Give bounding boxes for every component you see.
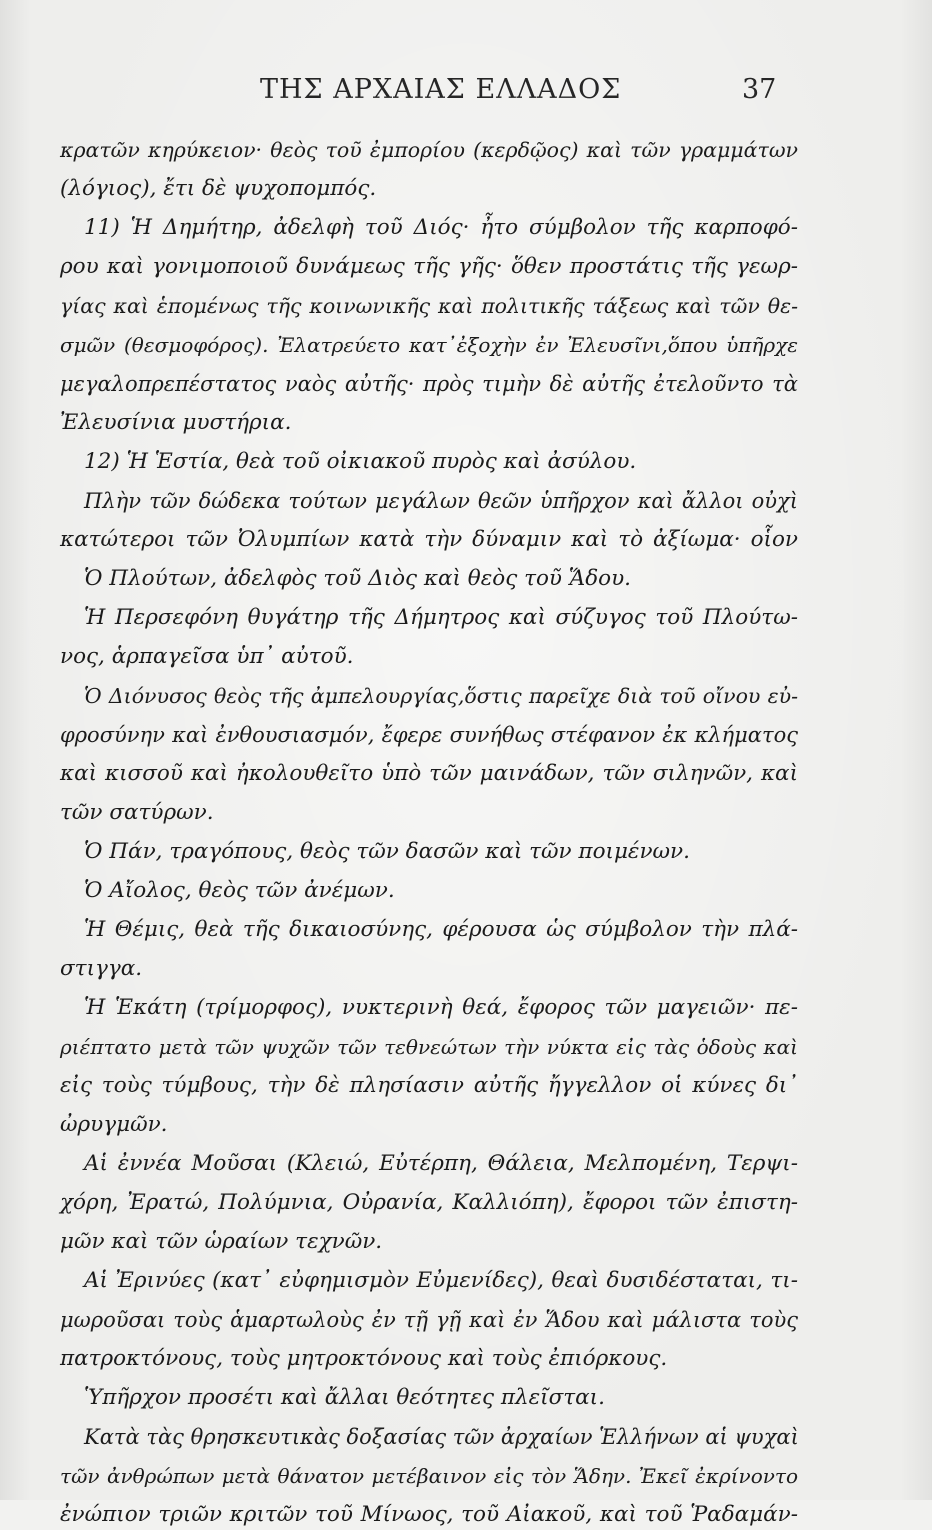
text-line: Ἡ Περσεφόνη θυγάτηρ τῆς Δήμητρος καὶ σύζυγος τοῦ Πλούτω- — [84, 605, 798, 630]
text-line: Αἱ ἐννέα Μοῦσαι (Κλειώ, Εὐτέρπη, Θάλεια, Μελπομένη, Τερψι- — [84, 1151, 798, 1176]
text-line: σμῶν (θεσμοφόρος). Ἐλατρεύετο κατ᾿ἐξοχὴν ἐν Ἐλευσῖνι,ὅπου ὑπῆρχε — [60, 333, 798, 357]
text-line: μῶν καὶ τῶν ὡραίων τεχνῶν. — [60, 1229, 383, 1254]
text-line: καὶ κισσοῦ καὶ ἠκολουθεῖτο ὑπὸ τῶν μαινάδων, τῶν σιληνῶν, καὶ — [60, 761, 798, 786]
text-line: ὠρυγμῶν. — [60, 1112, 168, 1137]
text-line: Ἡ Ἑκάτη (τρίμορφος), νυκτερινὴ θεά, ἔφορος τῶν μαγειῶν· πε- — [84, 995, 798, 1020]
text-line: φροσύνην καὶ ἐνθουσιασμόν, ἔφερε συνήθως στέφανον ἐκ κλήματος — [60, 723, 798, 747]
text-line: ριέπτατο μετὰ τῶν ψυχῶν τῶν τεθνεώτων τὴν νύκτα εἰς τὰς ὁδοὺς καὶ — [60, 1035, 798, 1059]
text-line: Ὁ Διόνυσος θεὸς τῆς ἀμπελουργίας,ὅστις παρεῖχε διὰ τοῦ οἴνου εὐ- — [84, 684, 798, 708]
text-line: Αἱ Ἐρινύες (κατ᾿ εὐφημισμὸν Εὐμενίδες), θεαὶ δυσιδέσταται, τι- — [84, 1268, 798, 1293]
text-line: (λόγιος), ἔτι δὲ ψυχοπομπός. — [60, 176, 377, 201]
text-line: πατροκτόνους, τοὺς μητροκτόνους καὶ τοὺς ἐπιόρκους. — [60, 1346, 668, 1371]
text-line: εἰς τοὺς τύμβους, τὴν δὲ πλησίασιν αὐτῆς ἤγγελλον οἱ κύνες δι᾿ — [60, 1073, 798, 1098]
text-line: κατώτεροι τῶν Ὀλυμπίων κατὰ τὴν δύναμιν καὶ τὸ ἀξίωμα· οἷον — [60, 527, 798, 552]
text-line: 11) Ἡ Δημήτηρ, ἀδελφὴ τοῦ Διός· ἦτο σύμβολον τῆς καρποφό- — [84, 215, 798, 240]
text-line: στιγγα. — [60, 956, 143, 981]
text-line: Ὁ Πλούτων, ἀδελφὸς τοῦ Διὸς καὶ θεὸς τοῦ Ἅδου. — [84, 566, 632, 591]
text-line: γίας καὶ ἑπομένως τῆς κοινωνικῆς καὶ πολιτικῆς τάξεως καὶ τῶν θε- — [60, 294, 798, 318]
text-line: 12) Ἡ Ἑστία, θεὰ τοῦ οἰκιακοῦ πυρὸς καὶ ἀσύλου. — [84, 449, 637, 474]
text-line: τῶν σατύρων. — [60, 800, 214, 825]
text-line: Ὁ Πάν, τραγόπους, θεὸς τῶν δασῶν καὶ τῶν ποιμένων. — [84, 839, 690, 864]
text-line: Κατὰ τὰς θρησκευτικὰς δοξασίας τῶν ἀρχαίων Ἑλλήνων αἱ ψυχαὶ — [84, 1425, 799, 1449]
text-line: μεγαλοπρεπέστατος ναὸς αὐτῆς· πρὸς τιμὴν δὲ αὐτῆς ἐτελοῦντο τὰ — [60, 372, 798, 396]
text-line: νος, ἁρπαγεῖσα ὑπ᾿ αὐτοῦ. — [60, 644, 354, 669]
text-line: Ἡ Θέμις, θεὰ τῆς δικαιοσύνης, φέρουσα ὡς σύμβολον τὴν πλά- — [84, 917, 798, 942]
text-line: μωροῦσαι τοὺς ἁμαρτωλοὺς ἐν τῇ γῇ καὶ ἐν Ἅδου καὶ μάλιστα τοὺς — [60, 1308, 798, 1332]
text-line: ρου καὶ γονιμοποιοῦ δυνάμεως τῆς γῆς· ὅθεν προστάτις τῆς γεωρ- — [60, 254, 798, 279]
text-line: τῶν ἀνθρώπων μετὰ θάνατον μετέβαινον εἰς τὸν Ἅδην. Ἐκεῖ ἐκρίνοντο — [60, 1464, 798, 1488]
text-line: Πλὴν τῶν δώδεκα τούτων μεγάλων θεῶν ὑπῆρχον καὶ ἄλλοι οὐχὶ — [84, 489, 798, 513]
page-number: 37 — [742, 74, 777, 105]
text-line: Ὑπῆρχον προσέτι καὶ ἄλλαι θεότητες πλεῖσται. — [84, 1385, 605, 1410]
page-header — [0, 74, 932, 114]
text-line: Ὁ Αἴολος, θεὸς τῶν ἀνέμων. — [84, 878, 395, 903]
text-line: ἐνώπιον τριῶν κριτῶν τοῦ Μίνωος, τοῦ Αἰακοῦ, καὶ τοῦ Ῥαδαμάν- — [60, 1502, 798, 1527]
text-line: χόρη, Ἐρατώ, Πολύμνια, Οὐρανία, Καλλιόπη), ἔφοροι τῶν ἐπιστη- — [60, 1190, 798, 1215]
running-title: ΤΗΣ ΑΡΧΑΙΑΣ ΕΛΛΑΔΟΣ — [260, 74, 622, 105]
text-line: Ἐλευσίνια μυστήρια. — [60, 410, 292, 435]
text-line: κρατῶν κηρύκειον· θεὸς τοῦ ἐμπορίου (κερδῷος) καὶ τῶν γραμμάτων — [60, 138, 798, 162]
